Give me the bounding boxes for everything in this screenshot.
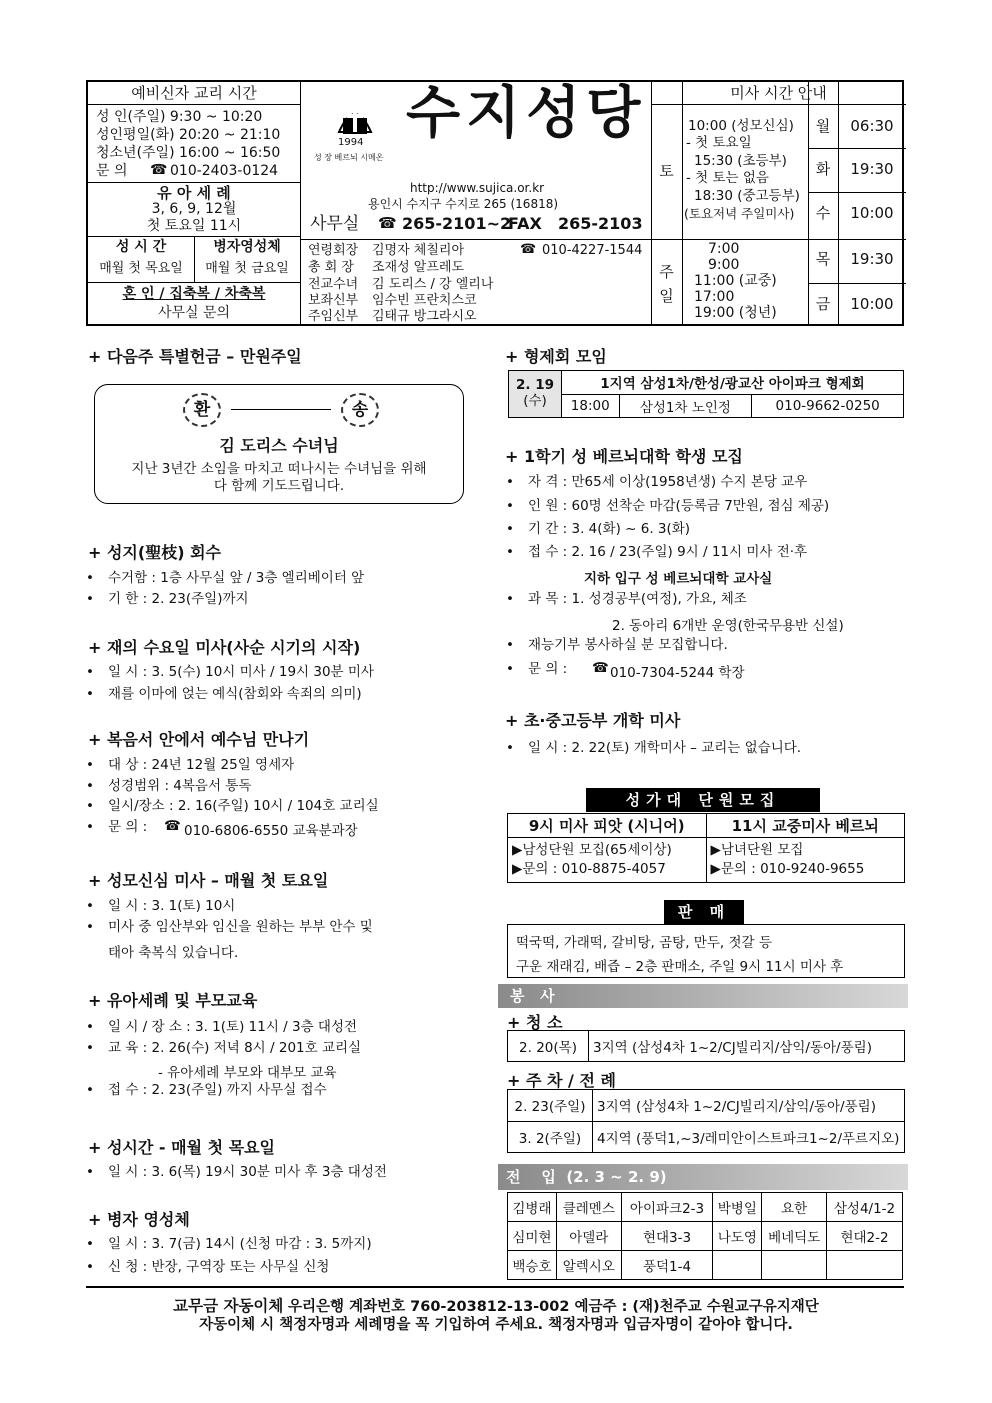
table-row [508,1222,903,1251]
phone-icon: ☎ [592,660,609,676]
staff-role: 총 회 장 [308,260,354,275]
holy-hour-value: 매월 첫 목요일 [99,261,183,276]
cleaning-heading: + 청 소 [507,1013,563,1032]
service-banner-text: 봉 사 [510,987,555,1005]
catechumen-adult: 성 인(주일) 9:30 ~ 10:20 [96,109,263,125]
gospel-item: • 대 상 : 24년 12월 25일 영세자 [108,757,294,773]
parking-date: 3. 2(주일) [508,1121,593,1153]
choir-col1-title: 9시 미사 피앗 (시니어) [508,814,707,838]
wreath-icon [183,393,221,427]
brothers-place: 삼성1차 노인정 [619,394,752,418]
weekday-label: 목 [815,250,831,268]
weekday-label: 화 [815,160,831,178]
college-item: • 재능기부 봉사하실 분 모집합니다. [528,637,728,653]
fax-number: 265-2103 [558,214,643,233]
brothers-table [508,370,904,418]
school-mass-heading: + 초·중고등부 개학 미사 [505,711,681,730]
mass-saturday-line: 10:00 (성모신심) [688,118,794,134]
brothers-group: 1지역 삼성1차/한성/광교산 아이파크 형제회 [562,371,904,395]
farewell-char-2: 송 [351,400,369,420]
mass-sunday-line: 17:00 [694,289,735,305]
weekday-time: 19:30 [850,160,894,178]
choir-col1-line: ▶문의 : 010-8875-4057 [512,861,666,878]
office-label: 사무실 [310,214,360,234]
staff-role: 주임신부 [308,309,359,324]
gospel-phone: 010-6806-6550 교육분과장 [184,823,358,839]
weekday-label: 수 [815,204,831,222]
infant-baptism-title: 유 아 세 례 [157,184,231,202]
sick-communion-title: 병자영성체 [213,239,281,255]
choir-col2-line: ▶문의 : 010-9240-9655 [710,861,865,878]
college-item: • 인 원 : 60명 선착순 마감(등록금 7만원, 점심 제공) [528,498,829,514]
mass-sunday-line: 7:00 [708,241,740,257]
baptism-item: • 교 육 : 2. 26(수) 저녁 8시 / 201호 교리실 [108,1040,361,1056]
mass-saturday-line: 15:30 (초등부) [694,153,787,169]
table-cell: 요한 [762,1193,827,1222]
table-cell: 박병일 [713,1193,762,1222]
marian-heading: + 성모신심 미사 – 매월 첫 토요일 [88,871,329,890]
infant-baptism-time: 첫 토요일 11시 [146,218,242,234]
parking-table [507,1089,905,1153]
sick-item: • 일 시 : 3. 7(금) 14시 (신청 마감 : 3. 5까지) [108,1236,372,1252]
cleaning-area: 3지역 (삼성4차 1~2/CJ빌리지/삼익/동아/풍림) [589,1031,905,1062]
marian-cont: 태아 축복식 있습니다. [108,945,239,961]
brothers-dow: (수) [523,393,547,409]
table-row [508,1193,903,1222]
phone-icon: ☎ [150,162,168,178]
table-cell: 풍덕1-4 [621,1251,713,1280]
gospel-item: • 성경범위 : 4복음서 통독 [108,778,251,794]
choir-table [507,813,905,883]
table-cell: 삼성4/1-2 [827,1193,903,1222]
table-cell: 클레멘스 [556,1193,621,1222]
mass-sunday-line: 9:00 [708,257,740,273]
gospel-heading: + 복음서 안에서 예수님 만나기 [88,730,310,749]
college-cont: 2. 동아리 6개반 운영(한국무용반 신설) [612,618,844,634]
mass-sunday-label [651,260,682,308]
table-cell [827,1251,903,1280]
college-item: • 기 간 : 3. 4(화) ~ 6. 3(화) [528,521,690,537]
holy-hour-title: 성 시 간 [115,239,167,255]
phone-icon: ☎ [378,214,397,232]
ash-item: • 일 시 : 3. 5(수) 10시 미사 / 19시 30분 미사 [108,664,374,680]
table-cell [762,1251,827,1280]
staff-name: 김명자 체칠리아 [372,243,465,258]
mass-sunday-line: 11:00 (교중) [694,273,777,289]
mass-saturday-line: - 첫 토는 없음 [686,170,769,186]
brothers-date-text: 2. 19 [515,377,554,394]
movein-table [507,1192,903,1280]
baptism-cont: - 유아세례 부모와 대부모 교육 [158,1065,337,1081]
parish-url: http://www.sujica.or.kr [410,181,545,195]
logo-caption: 성 장 베르뇌 시메온 [314,153,384,162]
college-item: • 과 목 : 1. 성경공부(여정), 가요, 체조 [528,591,747,607]
palm-heading: + 성지(聖枝) 회수 [88,543,221,562]
parking-date: 2. 23(주일) [508,1090,593,1122]
mass-saturday-label: 토 [659,162,674,180]
college-item: • 자 격 : 만65세 이상(1958년생) 수지 본당 교우 [528,474,807,490]
gospel-item: • 문 의 : [108,819,147,835]
divider [231,409,331,410]
baptism-item: • 일 시 / 장 소 : 3. 1(토) 11시 / 3층 대성전 [108,1019,357,1035]
mass-saturday-line: (토요저녁 주일미사) [684,206,795,221]
catechumen-contact-label: 문 의 [96,163,128,179]
farewell-line: 다 함께 기도드립니다. [213,478,345,494]
staff-phone: 010-4227-1544 [542,243,643,258]
phone-icon: ☎ [520,242,537,257]
choir-col1-body [508,838,707,883]
service-banner [498,984,908,1008]
fax-label: FAX [508,214,542,233]
holy-hour-item: • 일 시 : 3. 6(목) 19시 30분 미사 후 3층 대성전 [108,1164,387,1180]
table-cell: 현대2-2 [827,1222,903,1251]
infant-baptism-heading: + 유아세례 및 부모교육 [88,991,258,1010]
staff-name: 김 도리스 / 강 엘리나 [372,277,494,292]
parking-heading: + 주 차 / 전 례 [507,1071,616,1090]
baptism-item: • 접 수 : 2. 23(주일) 까지 사무실 접수 [108,1082,327,1098]
ash-item: • 재를 이마에 얹는 예식(참회와 속죄의 의미) [108,686,362,702]
table-cell: 알렉시오 [556,1251,621,1280]
palm-item: • 수거함 : 1층 사무실 앞 / 3층 엘리베이터 앞 [108,570,364,586]
gospel-item: • 일시/장소 : 2. 16(주일) 10시 / 104호 교리실 [108,798,379,814]
weekday-time: 06:30 [850,117,894,135]
office-phone: 265-2101~2 [402,214,512,233]
farewell-name: 김 도리스 수녀님 [219,436,339,455]
sale-banner: 판 매 [664,900,744,924]
marian-item: • 미사 중 임산부와 임신을 원하는 부부 안수 및 [108,919,373,935]
weekday-time: 19:30 [850,250,894,268]
holy-hour-heading: + 성시간 - 매월 첫 목요일 [88,1138,276,1157]
mass-sunday-label-text: 주 일 [659,263,674,305]
catechumen-phone: 010-2403-0124 [170,163,279,179]
sale-box [507,924,905,978]
brothers-time: 18:00 [562,394,620,418]
farewell-line: 지난 3년간 소임을 마치고 떠나시는 수녀님을 위해 [131,461,427,477]
movein-banner-text: 전 입 (2. 3 ~ 2. 9) [506,1168,667,1186]
phone-icon: ☎ [164,818,181,834]
movein-banner [498,1164,908,1190]
sacraments-title: 혼 인 / 집축복 / 차축복 [122,286,266,302]
mass-title: 미사 시간 안내 [730,84,827,102]
cleaning-date: 2. 20(목) [508,1031,589,1062]
table-row [508,1251,903,1280]
bulletin-header [86,80,904,326]
college-heading: + 1학기 성 베르뇌대학 학생 모집 [505,447,743,466]
logo-year: 1994 [338,137,364,148]
parish-logo [335,96,375,138]
table-cell [713,1251,762,1280]
offering-heading: + 다음주 특별헌금 – 만원주일 [88,347,302,366]
table-cell: 아델라 [556,1222,621,1251]
staff-name: 조재성 알프레도 [372,260,465,275]
footer-rule [86,1286,904,1288]
parish-address: 용인시 수지구 수지로 265 (16818) [368,197,559,211]
catechumen-youth: 청소년(주일) 16:00 ~ 16:50 [96,145,281,161]
staff-role: 연령회장 [308,243,359,258]
college-phone: 010-7304-5244 학장 [610,665,745,681]
brothers-date [509,371,562,418]
table-cell: 백승호 [508,1251,557,1280]
college-item: • 접 수 : 2. 16 / 23(주일) 9시 / 11시 미사 전·후 [528,544,807,560]
choir-col2-title: 11시 교중미사 베르뇌 [706,814,905,838]
staff-role: 전교수녀 [308,277,359,292]
sick-communion-heading: + 병자 영성체 [88,1210,190,1229]
college-cont: 지하 입구 성 베르뇌대학 교사실 [584,571,773,587]
table-cell: 베네딕도 [762,1222,827,1251]
sale-line: 구운 재래김, 배즙 – 2층 판매소, 주일 9시 11시 미사 후 [516,959,844,975]
choir-banner: 성가대 단원모집 [586,788,820,812]
choir-col2-line: ▶남녀단원 모집 [710,841,804,858]
choir-col1-line: ▶남성단원 모집(65세이상) [512,841,672,858]
staff-name: 임수빈 프란치스코 [372,293,477,308]
sick-item: • 신 청 : 반장, 구역장 또는 사무실 신청 [108,1259,329,1275]
mass-saturday-line: - 첫 토요일 [686,135,752,151]
weekday-label: 월 [815,117,831,135]
table-cell: 나도영 [713,1222,762,1251]
staff-role: 보좌신부 [308,293,359,308]
school-item: • 일 시 : 2. 22(토) 개학미사 – 교리는 없습니다. [528,740,801,756]
marian-item: • 일 시 : 3. 1(토) 10시 [108,898,235,914]
sale-line: 떡국떡, 가래떡, 갈비탕, 곰탕, 만두, 젓갈 등 [516,935,772,951]
choir-col2-body [706,838,905,883]
parking-area: 4지역 (풍덕1,~3/레미안이스트파크1~2/푸르지오) [593,1121,905,1153]
wreath-icon [341,393,379,427]
parish-name: 수지성당 [406,81,647,146]
table-cell: 김병래 [508,1193,557,1222]
catechumen-weekday: 성인평일(화) 20:20 ~ 21:10 [96,127,281,143]
brothers-phone: 010-9662-0250 [752,394,904,418]
weekday-time: 10:00 [850,295,894,313]
catechumen-title: 예비신자 교리 시간 [131,84,257,102]
college-item: • 문 의 : [528,661,567,677]
ash-wednesday-heading: + 재의 수요일 미사(사순 시기의 시작) [88,638,361,657]
sick-communion-value: 매월 첫 금요일 [205,261,289,276]
footer-autopay-label: 교무금 자동이체 [173,1297,284,1315]
mass-sunday-line: 19:00 (청년) [694,305,777,321]
footer-account: 우리은행 계좌번호 760-203812-13-002 예금주 : (재)천주교 수원교구유지재단 [288,1299,819,1315]
farewell-char-1: 환 [193,400,211,420]
staff-name: 김태규 방그라시오 [372,309,477,324]
farewell-box [94,384,464,504]
weekday-time: 10:00 [850,204,894,222]
table-cell: 심미현 [508,1222,557,1251]
weekday-label: 금 [815,295,831,313]
table-cell: 현대3-3 [621,1222,713,1251]
palm-item: • 기 한 : 2. 23(주일)까지 [108,591,249,607]
table-cell: 아이파크2-3 [621,1193,713,1222]
footer-line-2: 자동이체 시 책정자명과 세례명을 꼭 기입하여 주세요. 책정자명과 입금자명이 같아야 합니다. [199,1317,793,1333]
sacraments-value: 사무실 문의 [157,305,231,321]
parking-area: 3지역 (삼성4차 1~2/CJ빌리지/삼익/동아/풍림) [593,1090,905,1122]
infant-baptism-months: 3, 6, 9, 12월 [151,201,237,217]
mass-saturday-line: 18:30 (중고등부) [694,188,800,204]
cleaning-table [507,1030,905,1062]
brothers-heading: + 형제회 모임 [505,347,607,366]
